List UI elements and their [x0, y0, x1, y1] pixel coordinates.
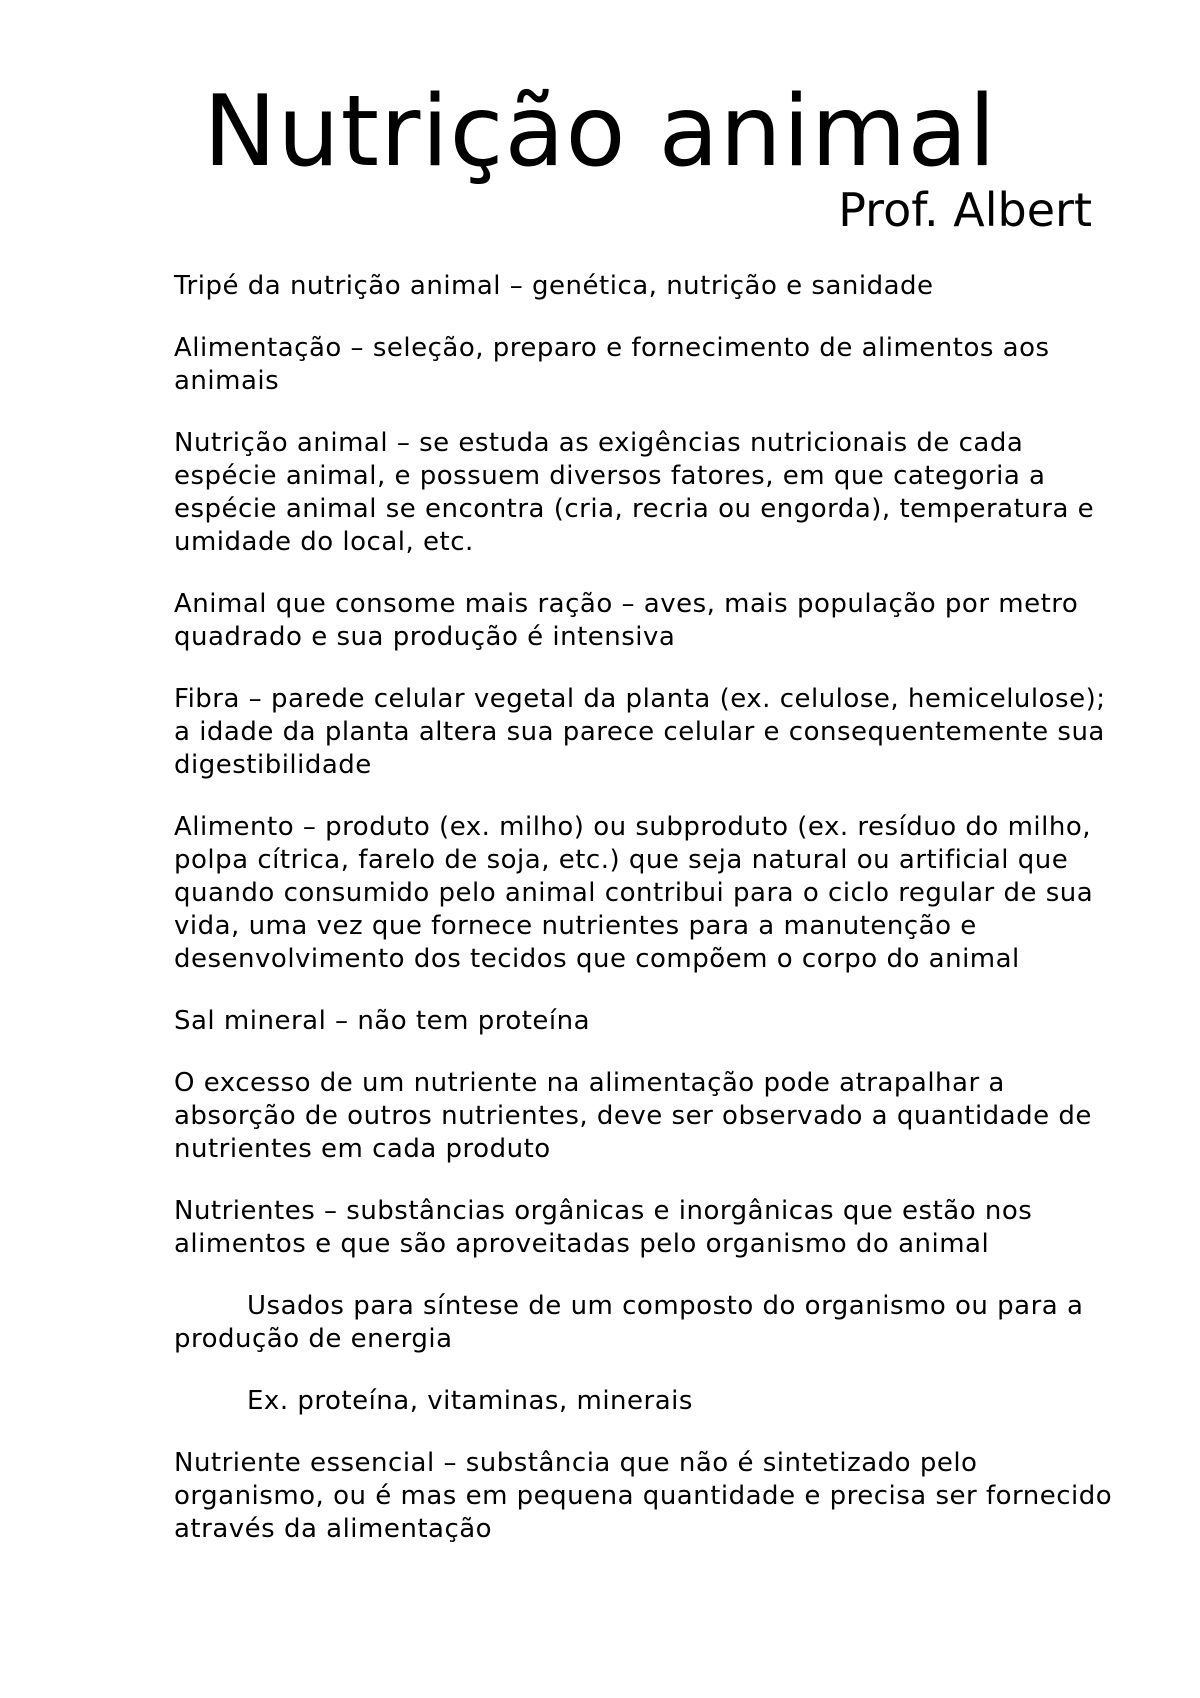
paragraph-alimentacao: Alimentação – seleção, preparo e fornecimento de alimentos aos animais — [174, 333, 1050, 396]
author-name: Prof. Albert — [838, 183, 1092, 237]
page-title: Nutrição animal — [203, 75, 997, 189]
paragraph-nutrientes: Nutrientes – substâncias orgânicas e inorgânicas que estão nos alimentos e que são aproveitadas pelo organismo do animal — [174, 1196, 1033, 1259]
paragraph-usados: Usados para síntese de um composto do organismo ou para a produção de energia — [174, 1291, 1084, 1354]
paragraph-exemplos: Ex. proteína, vitaminas, minerais — [247, 1386, 693, 1416]
paragraph-nutricao-animal: Nutrição animal – se estuda as exigências nutricionais de cada espécie animal, e possuem diversos fatores, em que categoria a espécie animal se encontra (cria, recria ou engorda), temperatura e umidade do local, etc. — [174, 428, 1095, 557]
paragraph-sal-mineral: Sal mineral – não tem proteína — [174, 1006, 591, 1036]
document-body — [174, 270, 1114, 1575]
paragraph-nutriente-essencial: Nutriente essencial – substância que não é sintetizado pelo organismo, ou é mas em pequena quantidade e precisa ser fornecido através da alimentação — [174, 1448, 1113, 1544]
paragraph-fibra: Fibra – parede celular vegetal da planta (ex. celulose, hemicelulose); a idade da planta altera sua parece celular e consequentemente sua digestibilidade — [174, 684, 1106, 780]
paragraph-tripe: Tripé da nutrição animal – genética, nutrição e sanidade — [174, 271, 934, 301]
paragraph-animal-racao: Animal que consome mais ração – aves, mais população por metro quadrado e sua produção é intensiva — [174, 589, 1079, 652]
paragraph-excesso-nutriente: O excesso de um nutriente na alimentação pode atrapalhar a absorção de outros nutrientes, deve ser observado a quantidade de nutrientes em cada produto — [174, 1068, 1092, 1164]
paragraph-alimento: Alimento – produto (ex. milho) ou subproduto (ex. resíduo do milho, polpa cítrica, farelo de soja, etc.) que seja natural ou artificial que quando consumido pelo animal contribui para o ciclo regular de sua vida, uma vez que fornece nutrientes para a manutenção e desenvolvimento dos tecidos que compõem o corpo do animal — [174, 812, 1094, 974]
